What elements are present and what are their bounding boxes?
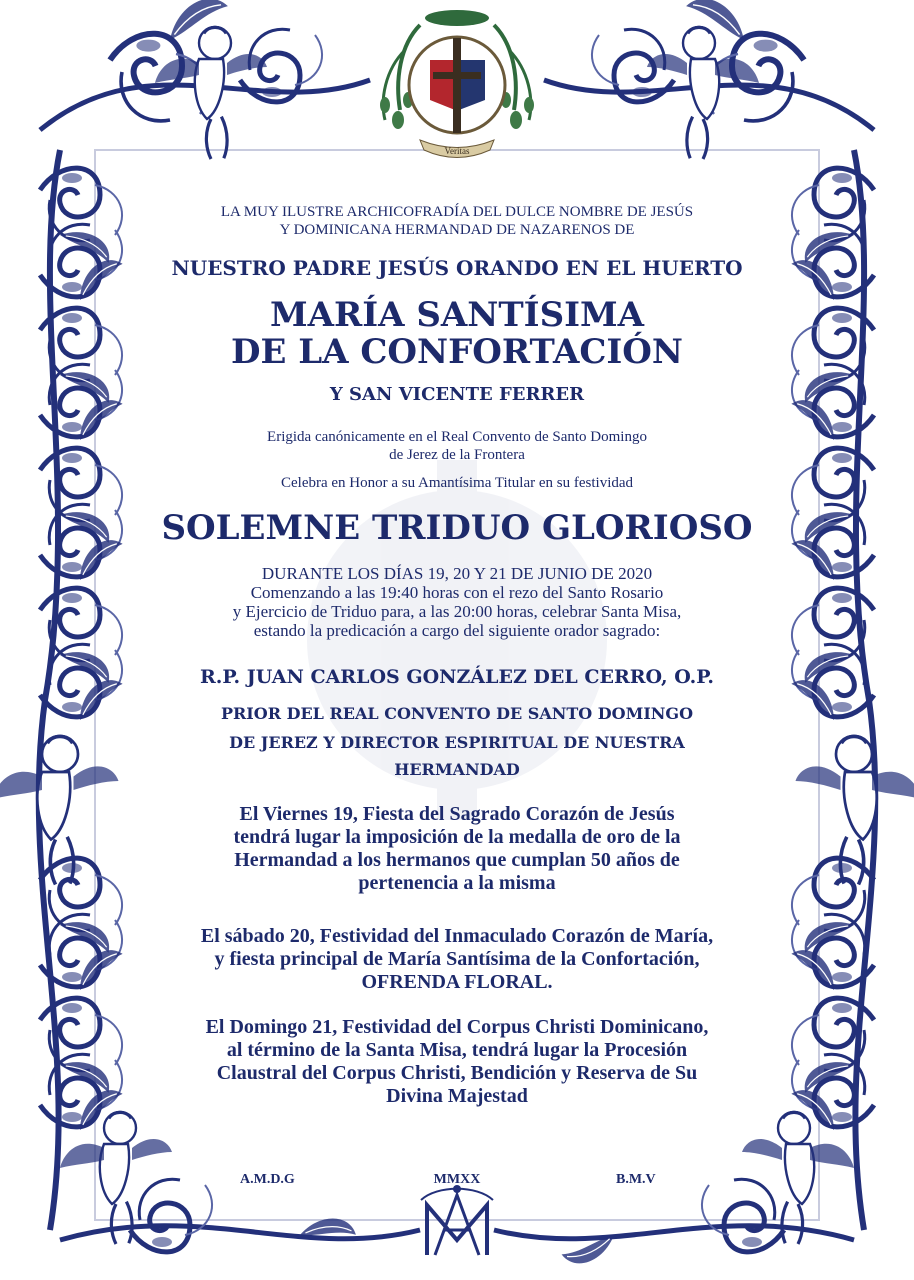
intro-line-3: Celebra en Honor a su Amantísima Titular en su festividad [280, 475, 634, 491]
right-border-vine [786, 150, 875, 1230]
preacher-role-line-1: PRIOR DEL REAL CONVENTO DE SANTO DOMINGO [220, 704, 694, 723]
event-line-3: estando la predicación a cargo del siguiente orador sagrado: [253, 621, 661, 640]
crest-ribbon-text: Veritas [444, 146, 470, 156]
day-19-line-4: pertenencia a la misma [358, 872, 556, 894]
day-20-line-2: y fiesta principal de María Santísima de la Confortación, [214, 948, 700, 970]
event-line-2: y Ejercicio de Triduo para, a las 20:00 horas, celebrar Santa Misa, [232, 602, 682, 621]
preacher-role-line-2: DE JEREZ Y DIRECTOR ESPIRITUAL DE NUESTRA [229, 733, 685, 752]
day-21-line-3: Claustral del Corpus Christi, Bendición y Reserva de Su [216, 1062, 698, 1084]
preacher-name: R.P. JUAN CARLOS GONZÁLEZ DEL CERRO, O.P. [199, 666, 715, 688]
preacher-role-line-3: HERMANDAD [394, 760, 520, 779]
event-line-1: Comenzando a las 19:40 horas con el rezo del Santo Rosario [250, 583, 664, 602]
left-border-vine [39, 150, 128, 1230]
day-19-line-3: Hermandad a los hermanos que cumplan 50 años de [234, 849, 680, 871]
day-21-line-1: El Domingo 21, Festividad del Corpus Christi Dominicano, [205, 1016, 709, 1038]
titular-jesus: NUESTRO PADRE JESÚS ORANDO EN EL HUERTO [171, 256, 743, 280]
titular-maria-line-1: MARÍA SANTÍSIMA [269, 295, 645, 335]
day-19-line-1: El Viernes 19, Fiesta del Sagrado Corazón de Jesús [239, 803, 675, 825]
crest-emblem [380, 10, 534, 158]
header-line-2: Y DOMINICANA HERMANDAD DE NAZARENOS DE [279, 222, 635, 238]
day-21-line-2: al término de la Santa Misa, tendrá lugar la Procesión [226, 1039, 688, 1061]
day-20-line-1: El sábado 20, Festividad del Inmaculado Corazón de María, [200, 925, 714, 947]
day-19-line-2: tendrá lugar la imposición de la medalla de oro de la [233, 826, 681, 848]
footer-amdg: A.M.D.G [240, 1172, 295, 1187]
footer-bmv: B.M.V [616, 1172, 656, 1187]
titular-san-vicente: Y SAN VICENTE FERRER [329, 384, 585, 405]
event-title: SOLEMNE TRIDUO GLORIOSO [161, 508, 753, 548]
footer-year: MMXX [433, 1172, 481, 1187]
day-20-line-3: OFRENDA FLORAL. [361, 971, 553, 993]
header-line-1: LA MUY ILUSTRE ARCHICOFRADÍA DEL DULCE NOMBRE DE JESÚS [220, 204, 694, 220]
event-dates: DURANTE LOS DÍAS 19, 20 Y 21 DE JUNIO DE 2020 [261, 564, 653, 583]
day-21-line-4: Divina Majestad [386, 1085, 528, 1107]
titular-maria-line-2: DE LA CONFORTACIÓN [230, 332, 683, 372]
intro-line-2: de Jerez de la Frontera [389, 447, 525, 463]
intro-line-1: Erigida canónicamente en el Real Convento de Santo Domingo [267, 429, 647, 445]
